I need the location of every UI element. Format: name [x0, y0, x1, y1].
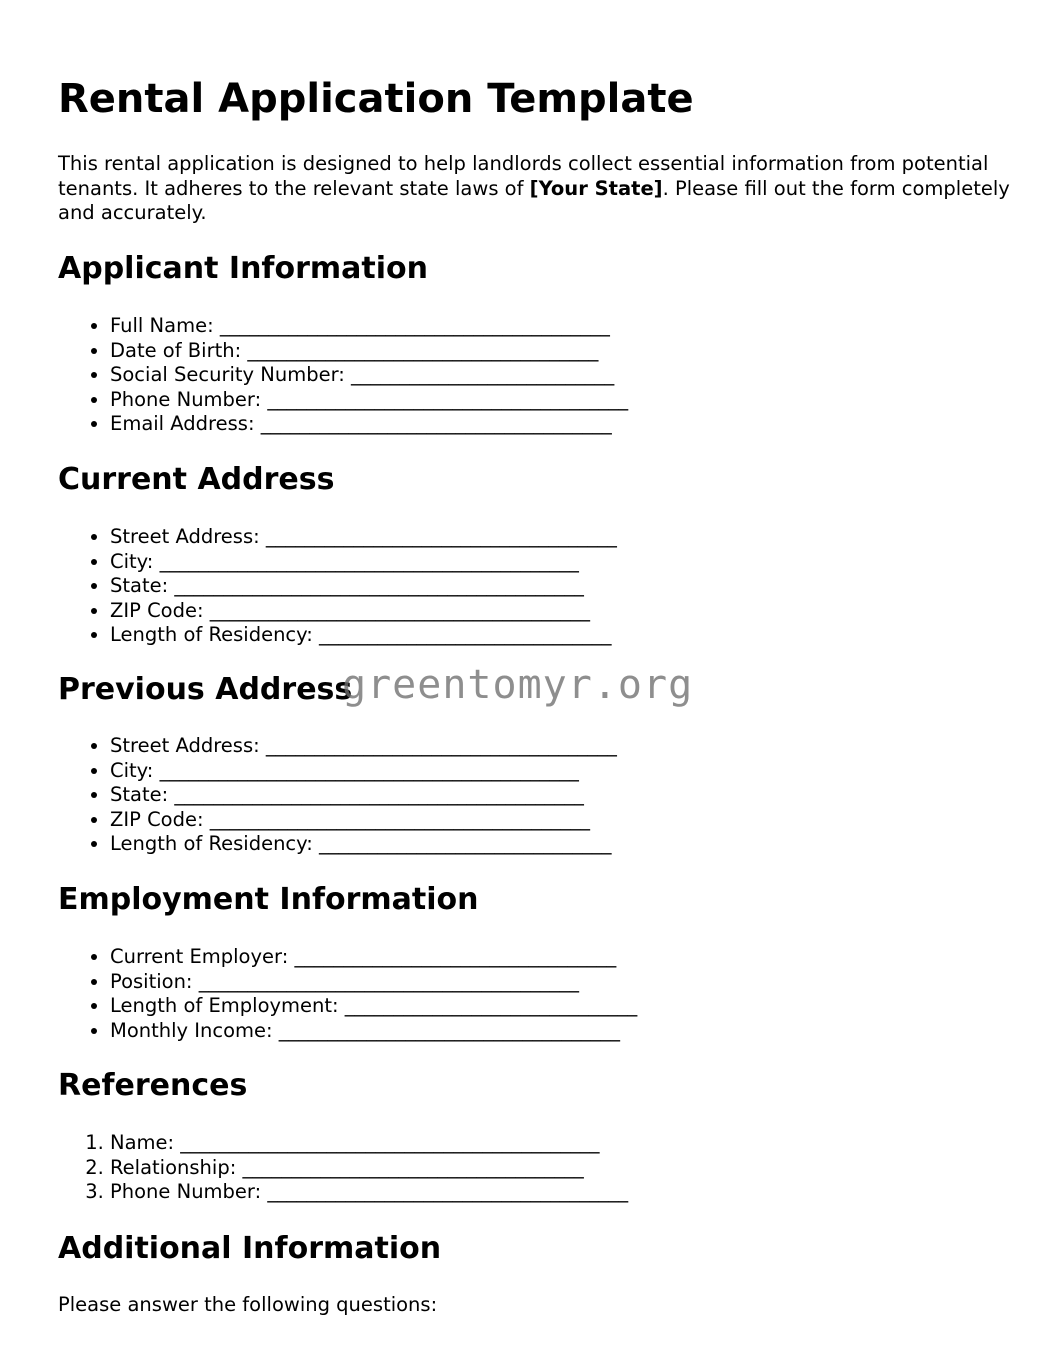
references-fields-list [58, 1131, 628, 1205]
watermark: greentomyr.org [342, 662, 694, 708]
field-reference-relationship: 2. Relationship: ___________________________________ [110, 1156, 628, 1181]
field-monthly-income: • Monthly Income: ___________________________________ [110, 1019, 637, 1044]
field-previous-street: • Street Address: ____________________________________ [110, 734, 617, 759]
intro-text-after: . Please fill out the form completely and accurately. [58, 176, 1010, 224]
previous-address-fields-list [58, 734, 617, 857]
section-heading-employment: Employment Information [58, 882, 479, 917]
field-previous-city: • City: ___________________________________________ [110, 759, 617, 784]
field-current-employer: • Current Employer: _________________________________ [110, 945, 637, 970]
section-heading-additional: Additional Information [58, 1231, 442, 1266]
applicant-fields-list [58, 314, 628, 437]
field-full-name: • Full Name: ________________________________________ [110, 314, 628, 339]
field-ssn: • Social Security Number: ___________________________ [110, 363, 628, 388]
section-heading-current-address: Current Address [58, 462, 335, 497]
section-heading-previous-address: Previous Address [58, 672, 353, 707]
current-address-fields-list [58, 525, 617, 648]
employment-fields-list [58, 945, 637, 1043]
intro-state-placeholder: [Your State] [529, 176, 663, 200]
field-previous-residency: • Length of Residency: ______________________________ [110, 832, 617, 857]
field-current-zip: • ZIP Code: _______________________________________ [110, 599, 617, 624]
field-current-city: • City: ___________________________________________ [110, 550, 617, 575]
page-title: Rental Application Template [58, 76, 694, 122]
intro-paragraph [58, 152, 1018, 226]
field-previous-zip: • ZIP Code: _______________________________________ [110, 808, 617, 833]
section-heading-applicant: Applicant Information [58, 251, 428, 286]
field-previous-state: • State: __________________________________________ [110, 783, 617, 808]
intro-text-before: This rental application is designed to help landlords collect essential information from potential tenants. It adheres to the relevant state laws of [58, 152, 989, 200]
field-current-residency: • Length of Residency: ______________________________ [110, 623, 617, 648]
field-length-of-employment: • Length of Employment: ______________________________ [110, 994, 637, 1019]
field-current-street: • Street Address: ____________________________________ [110, 525, 617, 550]
field-reference-name: 1. Name: ___________________________________________ [110, 1131, 628, 1156]
section-heading-references: References [58, 1068, 248, 1103]
field-date-of-birth: • Date of Birth: ____________________________________ [110, 339, 628, 364]
field-position: • Position: _______________________________________ [110, 970, 637, 995]
field-phone: • Phone Number: _____________________________________ [110, 388, 628, 413]
field-current-state: • State: __________________________________________ [110, 574, 617, 599]
additional-instructions: Please answer the following questions: [58, 1293, 438, 1316]
field-email: • Email Address: ____________________________________ [110, 412, 628, 437]
field-reference-phone: 3. Phone Number: _____________________________________ [110, 1180, 628, 1205]
